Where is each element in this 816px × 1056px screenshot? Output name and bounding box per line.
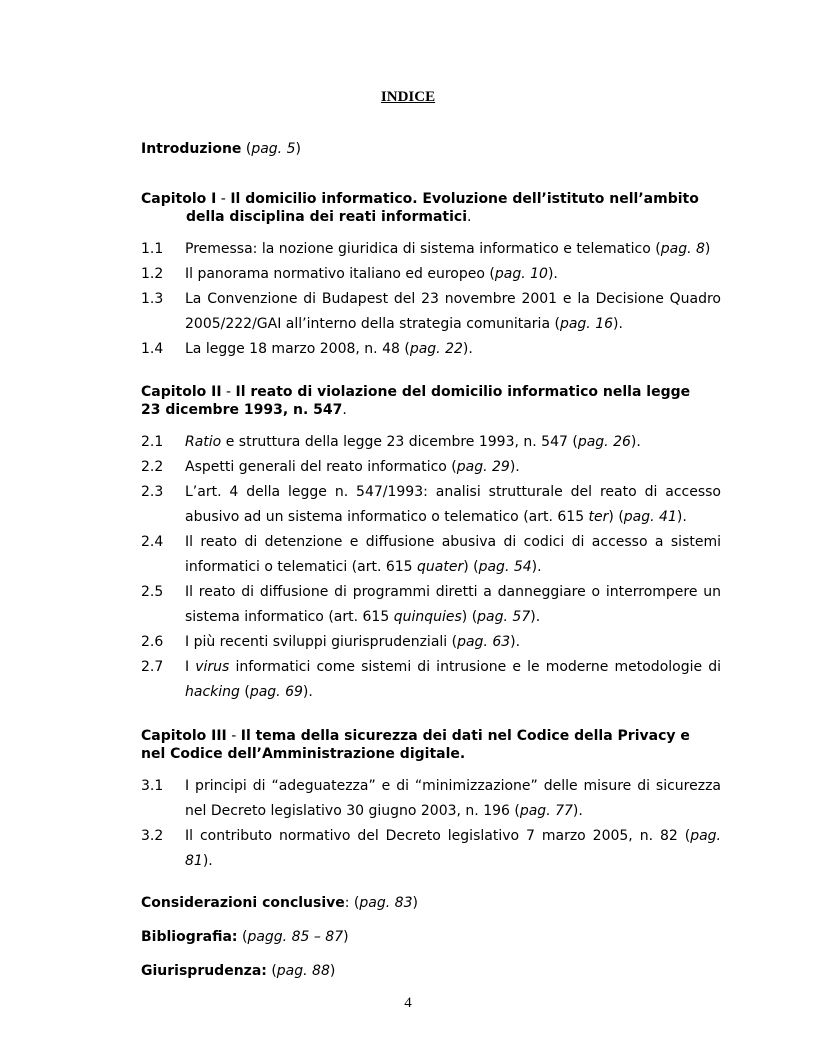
toc-item-1-2: [141, 262, 721, 287]
toc-item-2-1: [141, 430, 721, 455]
item-text: I più recenti sviluppi giurisprudenziali (pag. 63).: [185, 634, 521, 650]
chapter-2-heading: [141, 383, 721, 419]
item-text: Il reato di detenzione e diffusione abusiva di codici di accesso a sistemi informatici o telematici (art. 615 quater) (pag. 54).: [185, 534, 721, 575]
item-text: Il reato di diffusione di programmi diretti a danneggiare o interrompere un sistema informatico (art. 615 quinquies) (pag. 57).: [185, 584, 721, 625]
chapter-3-sep: -: [226, 728, 241, 744]
page-number: 4: [404, 995, 412, 1011]
chapter-1-prefix: Capitolo I: [141, 191, 217, 207]
bibliography-pages: pagg. 85 – 87: [247, 929, 344, 945]
toc-item-1-3: [141, 287, 721, 337]
item-text: Il panorama normativo italiano ed europeo (pag. 10).: [185, 266, 558, 282]
item-number: 1.1: [141, 241, 164, 257]
conclusions-entry: [141, 894, 721, 912]
toc-item-2-5: [141, 580, 721, 630]
item-text: La Convenzione di Budapest del 23 novembre 2001 e la Decisione Quadro 2005/222/GAI all’interno della strategia comunitaria (pag. 16).: [185, 291, 721, 332]
chapter-1-title-line1: Il domicilio informatico. Evoluzione dell’istituto nell’ambito: [230, 191, 699, 207]
item-text: Aspetti generali del reato informatico (pag. 29).: [185, 459, 520, 475]
toc-item-2-4: [141, 530, 721, 580]
page-title: INDICE: [380, 89, 436, 105]
toc-item-3-1: [141, 774, 721, 824]
item-page: pag. 63: [457, 634, 511, 650]
conclusions-label: Considerazioni conclusive: [141, 895, 345, 911]
item-text: Il contributo normativo del Decreto legislativo 7 marzo 2005, n. 82 (pag. 81).: [185, 828, 721, 869]
item-number: 3.2: [141, 828, 164, 844]
chapter-2-prefix: Capitolo II: [141, 384, 222, 400]
chapter-3-items: [141, 774, 721, 874]
bibliography-label: Bibliografia:: [141, 929, 238, 945]
chapter-1-items: [141, 237, 721, 362]
item-text: La legge 18 marzo 2008, n. 48 (pag. 22).: [185, 341, 473, 357]
item-number: 1.4: [141, 341, 164, 357]
case-law-pages: pag. 88: [276, 963, 330, 979]
item-number: 3.1: [141, 778, 164, 794]
toc-item-3-2: [141, 824, 721, 874]
chapter-2-title-line2: 23 dicembre 1993, n. 547: [141, 402, 343, 418]
case-law-label: Giurisprudenza:: [141, 963, 267, 979]
item-page: pag. 10: [494, 266, 548, 282]
item-text: I principi di “adeguatezza” e di “minimizzazione” delle misure di sicurezza nel Decreto legislativo 30 giugno 2003, n. 196 (pag. 77).: [185, 778, 721, 819]
item-number: 2.4: [141, 534, 164, 550]
chapter-2-end: .: [342, 402, 347, 418]
item-page: pag. 29: [456, 459, 510, 475]
chapter-3-prefix: Capitolo III: [141, 728, 227, 744]
chapter-1-end: .: [467, 209, 472, 225]
intro-entry: Introduzione (pag. 5): [141, 141, 301, 157]
item-page: pag. 26: [577, 434, 631, 450]
item-text: Premessa: la nozione giuridica di sistema informatico e telematico (pag. 8): [185, 241, 711, 257]
item-page: pag. 41: [623, 509, 677, 525]
chapter-2-sep: -: [221, 384, 236, 400]
item-number: 2.6: [141, 634, 164, 650]
chapter-2-items: [141, 430, 721, 705]
item-number: 1.2: [141, 266, 164, 282]
chapter-1-sep: -: [216, 191, 231, 207]
chapter-3-title-line2: nel Codice dell’Amministrazione digitale.: [141, 746, 466, 762]
conclusions-pages: pag. 83: [359, 895, 413, 911]
toc-item-1-4: [141, 337, 721, 362]
item-number: 2.2: [141, 459, 164, 475]
bibliography-entry: Bibliografia: (pagg. 85 – 87): [141, 929, 349, 945]
conclusions-sep: : (: [344, 895, 360, 911]
intro-pages: pag. 5: [251, 141, 296, 157]
chapter-3-title-line1: Il tema della sicurezza dei dati nel Codice della Privacy e: [240, 728, 690, 744]
toc-item-2-2: [141, 455, 721, 480]
item-page: pag. 69: [249, 684, 303, 700]
item-number: 2.3: [141, 484, 164, 500]
toc-item-2-6: [141, 630, 721, 655]
case-law-entry: Giurisprudenza: (pag. 88): [141, 963, 336, 979]
item-text: L’art. 4 della legge n. 547/1993: analisi strutturale del reato di accesso abusivo ad un sistema informatico o telematico (art. 615 ter) (pag. 41).: [185, 484, 721, 525]
item-number: 1.3: [141, 291, 164, 307]
chapter-2-title-line1: Il reato di violazione del domicilio informatico nella legge: [235, 384, 691, 400]
chapter-3-heading: [141, 727, 721, 763]
item-page: pag. 8: [660, 241, 705, 257]
item-text: Ratio e struttura della legge 23 dicembre 1993, n. 547 (pag. 26).: [185, 434, 641, 450]
item-page: pag. 81: [185, 828, 721, 869]
item-page: pag. 22: [409, 341, 463, 357]
item-number: 2.5: [141, 584, 164, 600]
chapter-1-heading: [141, 190, 721, 226]
toc-item-1-1: [141, 237, 721, 262]
intro-label: Introduzione: [141, 141, 242, 157]
item-number: 2.7: [141, 659, 164, 675]
item-text: I virus informatici come sistemi di intrusione e le moderne metodologie di hacking (pag. 69).: [185, 659, 721, 700]
chapter-1-title-line2: della disciplina dei reati informatici: [186, 209, 467, 225]
item-number: 2.1: [141, 434, 164, 450]
toc-item-2-3: [141, 480, 721, 530]
conclusions-end: ): [412, 895, 418, 911]
item-page: pag. 57: [477, 609, 531, 625]
toc-item-2-7: [141, 655, 721, 705]
item-page: pag. 77: [519, 803, 573, 819]
item-page: pag. 54: [478, 559, 532, 575]
item-page: pag. 16: [559, 316, 614, 332]
